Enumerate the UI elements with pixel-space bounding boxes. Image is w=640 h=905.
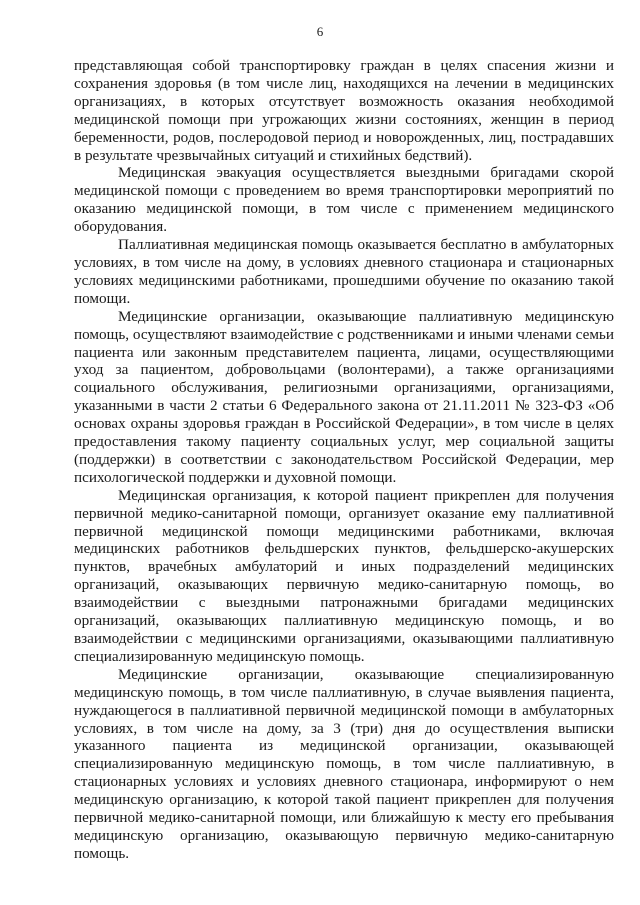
paragraph-medical-evacuation: Медицинская эвакуация осуществляется выездными бригадами скорой медицинской помощи с проведением во время транспортировки мероприятий по оказанию медицинской помощи, в том числе с применением медицинского оборудования. xyxy=(74,164,614,236)
paragraph-palliative-care: Паллиативная медицинская помощь оказывается бесплатно в амбулаторных условиях, в том числе на дому, в условиях дневного стационара и стационарных условиях медицинскими работниками, прошедшими обучение по оказанию такой помощи. xyxy=(74,236,614,307)
paragraph-specialized-care-organizations: Медицинские организации, оказывающие специализированную медицинскую помощь, в том числе паллиативную, в случае выявления пациента, нуждающегося в паллиативной первичной медицинской помощи в амбулаторных условиях, в том числе на дому, за 3 (три) дня до осуществления выписки указанного пациента из медицинской организации, оказывающей специализированную медицинскую помощь, в том числе паллиативную, в стационарных условиях и условиях дневного стационара, информируют о нем медицинскую организацию, к которой такой пациент прикреплен для получения первичной медико-санитарной помощи, или ближайшую к месту его пребывания медицинскую организацию, оказывающую первичную медико-санитарную помощь. xyxy=(74,665,614,862)
page-number: 6 xyxy=(316,24,324,39)
paragraph-primary-care-organization: Медицинская организация, к которой пациент прикреплен для получения первичной медико-санитарной помощи, организует оказание ему паллиативной первичной медицинской помощи медицинскими работниками, включая медицинских работников фельдшерских пунктов, фельдшерско-акушерских пунктов, врачебных амбулаторий и иных подразделений медицинских организаций, оказывающих первичную медико-санитарную помощь, во взаимодействии с выездными патронажными бригадами медицинских организаций, оказывающих паллиативную медицинскую помощь, и во взаимодействии с медицинскими организациями, оказывающими паллиативную специализированную медицинскую помощь. xyxy=(74,486,614,665)
paragraph-continuation: представляющая собой транспортировку граждан в целях спасения жизни и сохранения здоровья (в том числе лиц, находящихся на лечении в медицинских организациях, в которых отсутствует возможность оказания необходимой медицинской помощи при угрожающих жизни состояниях, женщин в период беременности, родов, послеродовой период и новорожденных, лиц, пострадавших в результате чрезвычайных ситуаций и стихийных бедствий). xyxy=(74,57,614,164)
document-body xyxy=(74,57,614,863)
paragraph-palliative-organizations: Медицинские организации, оказывающие паллиативную медицинскую помощь, осуществляют взаимодействие с родственниками и иными членами семьи пациента или законным представителем пациента, лицами, осуществляющими уход за пациентом, добровольцами (волонтерами), а также организациями социального обслуживания, религиозными организациями, организациями, указанными в части 2 статьи 6 Федерального закона от 21.11.2011 № 323-ФЗ «Об основах охраны здоровья граждан в Российской Федерации», в том числе в целях предоставления такому пациенту социальных услуг, мер социальной защиты (поддержки) в соответствии с законодательством Российской Федерации, мер психологической поддержки и духовной помощи. xyxy=(74,307,614,486)
